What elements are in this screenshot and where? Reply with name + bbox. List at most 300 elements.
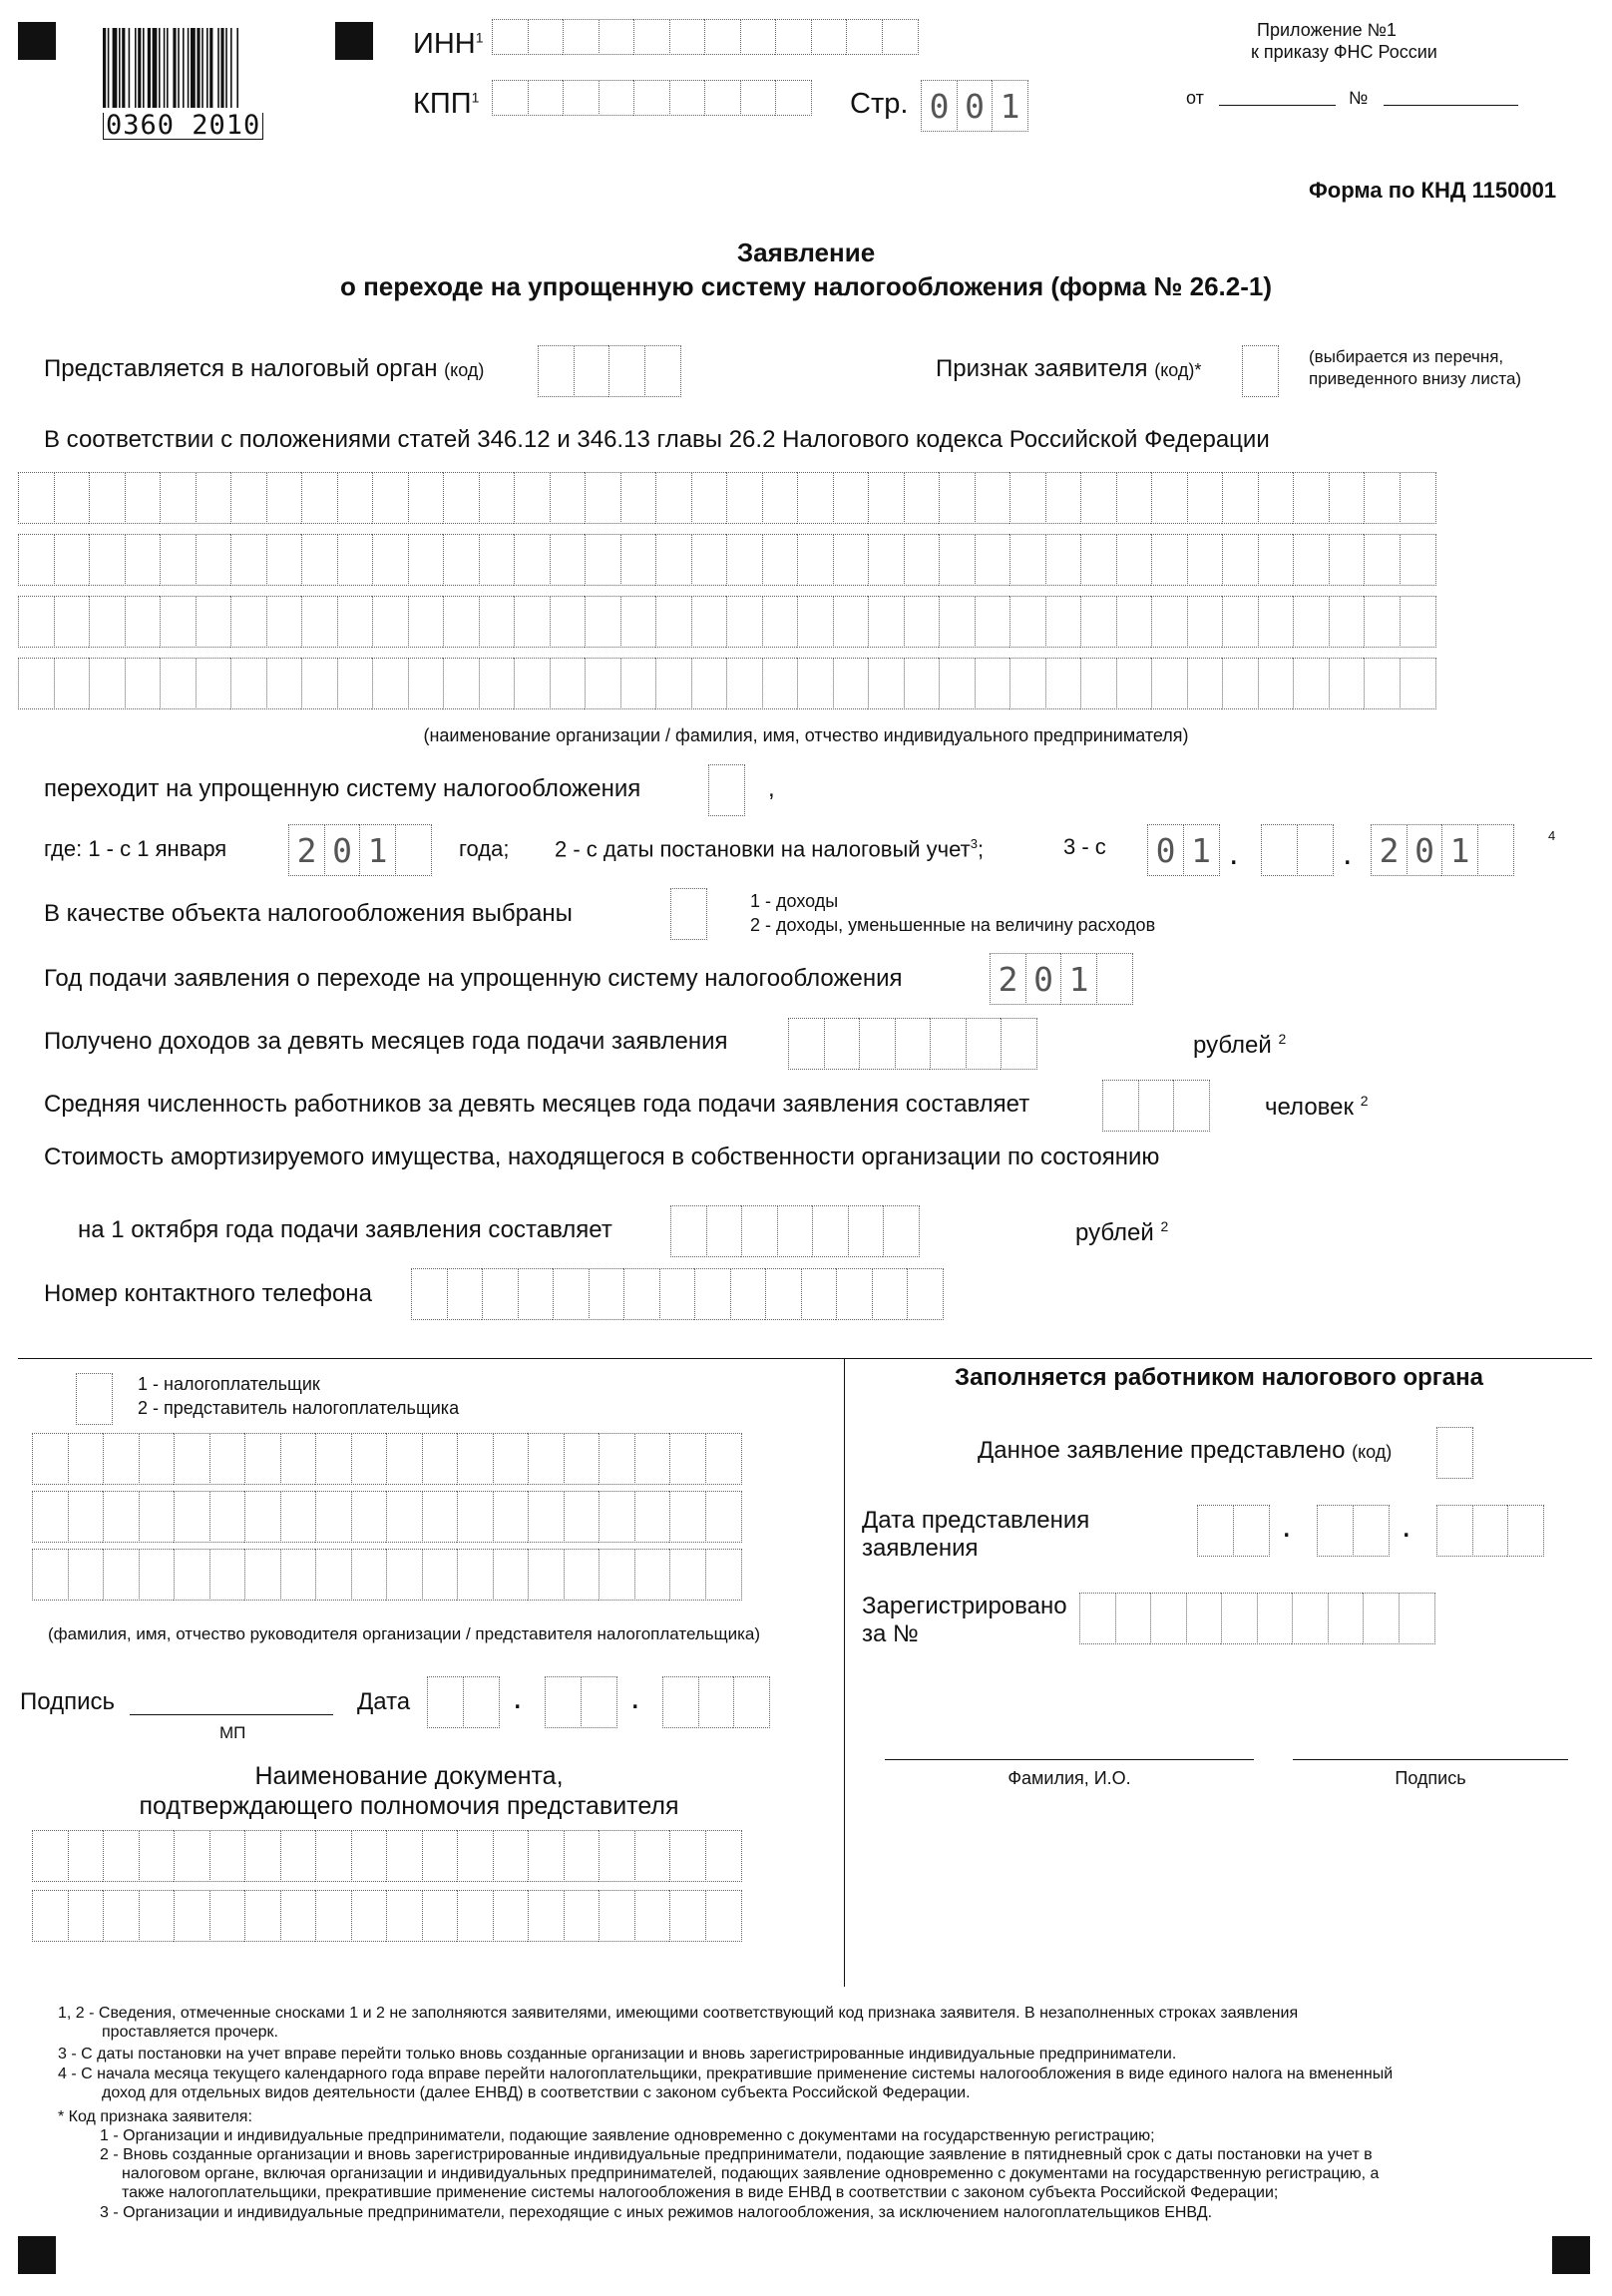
organization-name-row-3-cell[interactable]	[408, 596, 445, 648]
transition-date-day-cell[interactable]: 0	[1147, 824, 1184, 876]
income-field-cell[interactable]	[1001, 1018, 1037, 1070]
signer-date-year[interactable]	[662, 1676, 769, 1728]
authority-doc-row-2-cell[interactable]	[280, 1890, 317, 1942]
authority-doc-row-2-cell[interactable]	[209, 1890, 246, 1942]
organization-name-row-4-cell[interactable]	[1080, 658, 1117, 709]
organization-name-row-1-cell[interactable]	[408, 472, 445, 524]
signer-name-row-1-cell[interactable]	[599, 1433, 635, 1485]
organization-name-row-3-cell[interactable]	[1293, 596, 1330, 648]
tax-authority-code-field[interactable]	[538, 345, 679, 397]
signer-name-row-1-cell[interactable]	[32, 1433, 69, 1485]
organization-name-row-2-cell[interactable]	[1080, 534, 1117, 586]
organization-name-row-3-cell[interactable]	[762, 596, 799, 648]
authority-doc-row-2-cell[interactable]	[705, 1890, 742, 1942]
signer-name-row-1-cell[interactable]	[528, 1433, 565, 1485]
transition-year-field-cell[interactable]: 0	[324, 824, 361, 876]
organization-name-row-1-cell[interactable]	[833, 472, 870, 524]
income-field-cell[interactable]	[824, 1018, 861, 1070]
kpp-field[interactable]	[492, 80, 811, 116]
kpp-field-cell[interactable]	[704, 80, 741, 116]
organization-name-row-3-cell[interactable]	[54, 596, 91, 648]
signer-name-row-2-cell[interactable]	[493, 1491, 530, 1543]
organization-name-row-2-cell[interactable]	[1293, 534, 1330, 586]
employees-field-cell[interactable]	[1173, 1080, 1210, 1132]
signer-name-row-1-cell[interactable]	[634, 1433, 671, 1485]
organization-name-row-2-cell[interactable]	[196, 534, 232, 586]
organization-name-row-2-cell[interactable]	[1187, 534, 1224, 586]
organization-name-row-1-cell[interactable]	[550, 472, 587, 524]
signer-date-year-cell[interactable]	[662, 1676, 699, 1728]
organization-name-row-3-cell[interactable]	[160, 596, 197, 648]
signer-name-row-2-cell[interactable]	[103, 1491, 140, 1543]
signer-name-row-2-cell[interactable]	[528, 1491, 565, 1543]
phone-field-cell[interactable]	[447, 1268, 484, 1320]
assets-field-cell[interactable]	[670, 1205, 707, 1257]
signer-name-row-2-cell[interactable]	[244, 1491, 281, 1543]
signer-name-row-3-cell[interactable]	[599, 1549, 635, 1601]
signer-name-row-3-cell[interactable]	[351, 1549, 388, 1601]
authority-doc-row-1-cell[interactable]	[564, 1830, 601, 1882]
signer-name-row-3-cell[interactable]	[669, 1549, 706, 1601]
organization-name-row-2-cell[interactable]	[1329, 534, 1366, 586]
signer-name-row-1-cell[interactable]	[457, 1433, 494, 1485]
signer-name-row-3-cell[interactable]	[705, 1549, 742, 1601]
organization-name-row-3-cell[interactable]	[1329, 596, 1366, 648]
organization-name-row-1-cell[interactable]	[1116, 472, 1153, 524]
organization-name-row-3-cell[interactable]	[939, 596, 976, 648]
organization-name-row-1-cell[interactable]	[797, 472, 834, 524]
authority-doc-row-1-cell[interactable]	[209, 1830, 246, 1882]
organization-name-row-2-cell[interactable]	[301, 534, 338, 586]
employees-field[interactable]	[1102, 1080, 1209, 1132]
signer-name-row-3-cell[interactable]	[68, 1549, 105, 1601]
page-number-field-cell[interactable]: 0	[921, 80, 958, 132]
organization-name-row-2-cell[interactable]	[585, 534, 621, 586]
transition-date-year[interactable]	[1371, 824, 1512, 876]
authority-doc-row-2-cell[interactable]	[315, 1890, 352, 1942]
organization-name-row-3-cell[interactable]	[301, 596, 338, 648]
authority-doc-row-2-cell[interactable]	[634, 1890, 671, 1942]
organization-name-row-3-cell[interactable]	[443, 596, 480, 648]
organization-name-row-1-cell[interactable]	[54, 472, 91, 524]
assets-field-cell[interactable]	[883, 1205, 920, 1257]
signer-name-row-1-cell[interactable]	[315, 1433, 352, 1485]
signer-name-row-1-cell[interactable]	[209, 1433, 246, 1485]
organization-name-row-1-cell[interactable]	[230, 472, 267, 524]
organization-name-row-2-cell[interactable]	[620, 534, 657, 586]
phone-field-cell[interactable]	[623, 1268, 660, 1320]
organization-name-row-3-cell[interactable]	[1258, 596, 1295, 648]
office-date-day[interactable]	[1197, 1505, 1268, 1557]
signer-name-row-3-cell[interactable]	[280, 1549, 317, 1601]
office-date-day-cell[interactable]	[1233, 1505, 1270, 1557]
phone-field-cell[interactable]	[730, 1268, 767, 1320]
signer-name-row-3-cell[interactable]	[493, 1549, 530, 1601]
organization-name-row-2-cell[interactable]	[125, 534, 162, 586]
income-field-cell[interactable]	[930, 1018, 967, 1070]
organization-name-row-3-cell[interactable]	[868, 596, 905, 648]
signer-name-row-3-cell[interactable]	[244, 1549, 281, 1601]
tax-authority-code-field-cell[interactable]	[574, 345, 610, 397]
office-submitted-code-field[interactable]	[1436, 1427, 1472, 1479]
signer-date-year-cell[interactable]	[733, 1676, 770, 1728]
office-fio-line[interactable]	[885, 1759, 1254, 1760]
office-registered-number-field-cell[interactable]	[1399, 1593, 1435, 1644]
signer-name-row-3-cell[interactable]	[315, 1549, 352, 1601]
object-option-field-cell[interactable]	[670, 888, 707, 940]
organization-name-row-4-cell[interactable]	[1045, 658, 1082, 709]
phone-field-cell[interactable]	[836, 1268, 873, 1320]
organization-name-row-2-cell[interactable]	[1364, 534, 1401, 586]
authority-doc-row-2-cell[interactable]	[139, 1890, 176, 1942]
organization-name-row-1-cell[interactable]	[479, 472, 516, 524]
authority-doc-row-1-cell[interactable]	[599, 1830, 635, 1882]
filing-year-field-cell[interactable]: 2	[990, 953, 1026, 1005]
authority-doc-row-2-cell[interactable]	[68, 1890, 105, 1942]
organization-name-row-2-cell[interactable]	[868, 534, 905, 586]
organization-name-row-2-cell[interactable]	[550, 534, 587, 586]
organization-name-row-1-cell[interactable]	[868, 472, 905, 524]
signer-name-row-1-cell[interactable]	[422, 1433, 459, 1485]
organization-name-row-4-cell[interactable]	[585, 658, 621, 709]
organization-name-row-3-cell[interactable]	[655, 596, 692, 648]
organization-name-row-1-cell[interactable]	[904, 472, 941, 524]
phone-field-cell[interactable]	[765, 1268, 802, 1320]
signer-name-row-1-cell[interactable]	[174, 1433, 210, 1485]
organization-name-row-3-cell[interactable]	[1364, 596, 1401, 648]
signer-name-row-1[interactable]	[32, 1433, 740, 1485]
authority-doc-row-2-cell[interactable]	[528, 1890, 565, 1942]
inn-field-cell[interactable]	[528, 19, 565, 55]
organization-name-row-1-cell[interactable]	[1045, 472, 1082, 524]
signer-name-row-3-cell[interactable]	[103, 1549, 140, 1601]
organization-name-row-2-cell[interactable]	[939, 534, 976, 586]
organization-name-row-4-cell[interactable]	[620, 658, 657, 709]
organization-name-row-1-cell[interactable]	[443, 472, 480, 524]
inn-field-cell[interactable]	[492, 19, 529, 55]
office-registered-number-field-cell[interactable]	[1186, 1593, 1223, 1644]
authority-doc-row-2-cell[interactable]	[244, 1890, 281, 1942]
organization-name-row-4-cell[interactable]	[18, 658, 55, 709]
signer-name-row-1-cell[interactable]	[103, 1433, 140, 1485]
filing-year-field[interactable]	[990, 953, 1131, 1005]
signer-name-row-2-cell[interactable]	[599, 1491, 635, 1543]
authority-doc-row-2-cell[interactable]	[422, 1890, 459, 1942]
organization-name-row-4-cell[interactable]	[904, 658, 941, 709]
transition-date-year-cell[interactable]	[1477, 824, 1514, 876]
organization-name-row-1-cell[interactable]	[655, 472, 692, 524]
signer-name-row-3-cell[interactable]	[209, 1549, 246, 1601]
authority-doc-row-1-cell[interactable]	[669, 1830, 706, 1882]
organization-name-row-4-cell[interactable]	[975, 658, 1011, 709]
organization-name-row-1-cell[interactable]	[1151, 472, 1188, 524]
tax-authority-code-field-cell[interactable]	[538, 345, 575, 397]
income-field[interactable]	[788, 1018, 1036, 1070]
organization-name-row-4-cell[interactable]	[726, 658, 763, 709]
organization-name-row-1-cell[interactable]	[726, 472, 763, 524]
organization-name-row-4-cell[interactable]	[797, 658, 834, 709]
organization-name-row-1-cell[interactable]	[620, 472, 657, 524]
organization-name-row-3-cell[interactable]	[514, 596, 551, 648]
page-number-field-cell[interactable]: 1	[992, 80, 1028, 132]
organization-name-row-3-cell[interactable]	[833, 596, 870, 648]
authority-doc-row-2-cell[interactable]	[103, 1890, 140, 1942]
assets-field-cell[interactable]	[777, 1205, 814, 1257]
income-field-cell[interactable]	[966, 1018, 1003, 1070]
organization-name-row-3[interactable]	[18, 596, 1434, 648]
assets-field[interactable]	[670, 1205, 919, 1257]
tax-authority-code-field-cell[interactable]	[608, 345, 645, 397]
office-registered-number-field-cell[interactable]	[1115, 1593, 1152, 1644]
income-field-cell[interactable]	[788, 1018, 825, 1070]
organization-name-row-3-cell[interactable]	[585, 596, 621, 648]
authority-doc-row-1-cell[interactable]	[139, 1830, 176, 1882]
phone-field-cell[interactable]	[907, 1268, 944, 1320]
kpp-field-cell[interactable]	[740, 80, 777, 116]
transition-option-field[interactable]	[708, 764, 744, 816]
organization-name-row-2-cell[interactable]	[160, 534, 197, 586]
organization-name-row-1-cell[interactable]	[939, 472, 976, 524]
organization-name-row-1-cell[interactable]	[1400, 472, 1436, 524]
organization-name-row-3-cell[interactable]	[479, 596, 516, 648]
organization-name-row-3-cell[interactable]	[975, 596, 1011, 648]
organization-name-row-4-cell[interactable]	[1009, 658, 1046, 709]
transition-date-year-cell[interactable]: 0	[1407, 824, 1443, 876]
inn-field-cell[interactable]	[740, 19, 777, 55]
organization-name-row-4-cell[interactable]	[1400, 658, 1436, 709]
organization-name-row-2-cell[interactable]	[479, 534, 516, 586]
signer-name-row-2-cell[interactable]	[457, 1491, 494, 1543]
office-registered-number-field[interactable]	[1079, 1593, 1433, 1644]
organization-name-row-4-cell[interactable]	[408, 658, 445, 709]
signer-name-row-2-cell[interactable]	[669, 1491, 706, 1543]
organization-name-row-3-cell[interactable]	[620, 596, 657, 648]
organization-name-row-1-cell[interactable]	[691, 472, 728, 524]
inn-field-cell[interactable]	[599, 19, 635, 55]
organization-name-row-1-cell[interactable]	[337, 472, 374, 524]
signer-name-row-2-cell[interactable]	[422, 1491, 459, 1543]
office-registered-number-field-cell[interactable]	[1221, 1593, 1258, 1644]
office-date-year-cell[interactable]	[1507, 1505, 1544, 1557]
transition-date-day-cell[interactable]: 1	[1183, 824, 1220, 876]
organization-name-row-3-cell[interactable]	[1151, 596, 1188, 648]
organization-name-row-4-cell[interactable]	[1116, 658, 1153, 709]
organization-name-row-4-cell[interactable]	[514, 658, 551, 709]
authority-doc-row-1-cell[interactable]	[457, 1830, 494, 1882]
signer-name-row-3-cell[interactable]	[528, 1549, 565, 1601]
signer-name-row-3-cell[interactable]	[139, 1549, 176, 1601]
organization-name-row-3-cell[interactable]	[18, 596, 55, 648]
assets-field-cell[interactable]	[741, 1205, 778, 1257]
organization-name-row-3-cell[interactable]	[797, 596, 834, 648]
phone-field-cell[interactable]	[411, 1268, 448, 1320]
signer-name-row-2-cell[interactable]	[139, 1491, 176, 1543]
organization-name-row-1-cell[interactable]	[1009, 472, 1046, 524]
organization-name-row-2-cell[interactable]	[230, 534, 267, 586]
signer-name-row-2-cell[interactable]	[564, 1491, 601, 1543]
income-field-cell[interactable]	[859, 1018, 896, 1070]
organization-name-row-4-cell[interactable]	[1329, 658, 1366, 709]
organization-name-row-3-cell[interactable]	[1045, 596, 1082, 648]
signer-name-row-2-cell[interactable]	[32, 1491, 69, 1543]
organization-name-row-2-cell[interactable]	[1116, 534, 1153, 586]
organization-name-row-3-cell[interactable]	[1116, 596, 1153, 648]
organization-name-row-2-cell[interactable]	[54, 534, 91, 586]
signer-date-day-cell[interactable]	[427, 1676, 464, 1728]
organization-name-row-1-cell[interactable]	[975, 472, 1011, 524]
organization-name-row-2-cell[interactable]	[1045, 534, 1082, 586]
assets-field-cell[interactable]	[848, 1205, 885, 1257]
organization-name-row-1[interactable]	[18, 472, 1434, 524]
employees-field-cell[interactable]	[1102, 1080, 1139, 1132]
organization-name-row-2-cell[interactable]	[797, 534, 834, 586]
organization-name-row-2-cell[interactable]	[655, 534, 692, 586]
organization-name-row-4-cell[interactable]	[868, 658, 905, 709]
organization-name-row-4-cell[interactable]	[691, 658, 728, 709]
kpp-field-cell[interactable]	[563, 80, 600, 116]
organization-name-row-2[interactable]	[18, 534, 1434, 586]
page-number-field[interactable]	[921, 80, 1027, 132]
organization-name-row-4-cell[interactable]	[550, 658, 587, 709]
authority-doc-row-1-cell[interactable]	[280, 1830, 317, 1882]
inn-field-cell[interactable]	[811, 19, 848, 55]
organization-name-row-4-cell[interactable]	[1222, 658, 1259, 709]
signer-name-row-3-cell[interactable]	[32, 1549, 69, 1601]
authority-doc-row-2-cell[interactable]	[669, 1890, 706, 1942]
organization-name-row-2-cell[interactable]	[1009, 534, 1046, 586]
employees-field-cell[interactable]	[1138, 1080, 1175, 1132]
organization-name-row-4-cell[interactable]	[196, 658, 232, 709]
organization-name-row-3-cell[interactable]	[726, 596, 763, 648]
organization-name-row-2-cell[interactable]	[691, 534, 728, 586]
organization-name-row-1-cell[interactable]	[1258, 472, 1295, 524]
signer-name-row-1-cell[interactable]	[351, 1433, 388, 1485]
signer-date-year-cell[interactable]	[698, 1676, 735, 1728]
inn-field[interactable]	[492, 19, 917, 55]
organization-name-row-3-cell[interactable]	[230, 596, 267, 648]
signer-date-month-cell[interactable]	[545, 1676, 582, 1728]
transition-date-year-cell[interactable]: 2	[1371, 824, 1408, 876]
organization-name-row-3-cell[interactable]	[125, 596, 162, 648]
phone-field[interactable]	[411, 1268, 943, 1320]
inn-field-cell[interactable]	[704, 19, 741, 55]
authority-doc-row-1[interactable]	[32, 1830, 740, 1882]
inn-field-cell[interactable]	[633, 19, 670, 55]
organization-name-row-4-cell[interactable]	[939, 658, 976, 709]
phone-field-cell[interactable]	[482, 1268, 519, 1320]
signer-name-row-2-cell[interactable]	[705, 1491, 742, 1543]
kpp-field-cell[interactable]	[669, 80, 706, 116]
signer-date-day-cell[interactable]	[463, 1676, 500, 1728]
signer-type-field[interactable]	[76, 1373, 112, 1425]
signature-line[interactable]	[130, 1714, 333, 1715]
signer-date-day[interactable]	[427, 1676, 498, 1728]
organization-name-row-4-cell[interactable]	[266, 658, 303, 709]
transition-date-year-cell[interactable]: 1	[1441, 824, 1478, 876]
signer-name-row-2[interactable]	[32, 1491, 740, 1543]
organization-name-row-1-cell[interactable]	[372, 472, 409, 524]
organization-name-row-2-cell[interactable]	[337, 534, 374, 586]
organization-name-row-4-cell[interactable]	[443, 658, 480, 709]
signer-name-row-2-cell[interactable]	[280, 1491, 317, 1543]
organization-name-row-4-cell[interactable]	[301, 658, 338, 709]
office-registered-number-field-cell[interactable]	[1150, 1593, 1187, 1644]
authority-doc-row-1-cell[interactable]	[174, 1830, 210, 1882]
phone-field-cell[interactable]	[659, 1268, 696, 1320]
authority-doc-row-2-cell[interactable]	[32, 1890, 69, 1942]
organization-name-row-3-cell[interactable]	[550, 596, 587, 648]
authority-doc-row-2-cell[interactable]	[174, 1890, 210, 1942]
transition-date-month-cell[interactable]	[1261, 824, 1298, 876]
signer-date-month-cell[interactable]	[581, 1676, 617, 1728]
phone-field-cell[interactable]	[518, 1268, 555, 1320]
organization-name-row-2-cell[interactable]	[443, 534, 480, 586]
authority-doc-row-1-cell[interactable]	[68, 1830, 105, 1882]
authority-doc-row-2-cell[interactable]	[457, 1890, 494, 1942]
authority-doc-row-1-cell[interactable]	[315, 1830, 352, 1882]
signer-name-row-2-cell[interactable]	[386, 1491, 423, 1543]
organization-name-row-4-cell[interactable]	[762, 658, 799, 709]
transition-date-month[interactable]	[1261, 824, 1332, 876]
transition-year-field-cell[interactable]	[395, 824, 432, 876]
organization-name-row-2-cell[interactable]	[1222, 534, 1259, 586]
signer-name-row-2-cell[interactable]	[315, 1491, 352, 1543]
organization-name-row-1-cell[interactable]	[18, 472, 55, 524]
authority-doc-row-2[interactable]	[32, 1890, 740, 1942]
organization-name-row-2-cell[interactable]	[1258, 534, 1295, 586]
organization-name-row-2-cell[interactable]	[266, 534, 303, 586]
signer-name-row-1-cell[interactable]	[386, 1433, 423, 1485]
transition-year-field[interactable]	[288, 824, 430, 876]
organization-name-row-1-cell[interactable]	[266, 472, 303, 524]
office-registered-number-field-cell[interactable]	[1363, 1593, 1400, 1644]
organization-name-row-2-cell[interactable]	[726, 534, 763, 586]
signer-name-row-1-cell[interactable]	[244, 1433, 281, 1485]
organization-name-row-3-cell[interactable]	[1187, 596, 1224, 648]
organization-name-row-4-cell[interactable]	[89, 658, 126, 709]
authority-doc-row-1-cell[interactable]	[351, 1830, 388, 1882]
organization-name-row-1-cell[interactable]	[1329, 472, 1366, 524]
kpp-field-cell[interactable]	[775, 80, 812, 116]
authority-doc-row-2-cell[interactable]	[599, 1890, 635, 1942]
authority-doc-row-1-cell[interactable]	[32, 1830, 69, 1882]
office-registered-number-field-cell[interactable]	[1257, 1593, 1294, 1644]
object-option-field[interactable]	[670, 888, 706, 940]
organization-name-row-1-cell[interactable]	[1080, 472, 1117, 524]
transition-date-day[interactable]	[1147, 824, 1218, 876]
signer-name-row-2-cell[interactable]	[174, 1491, 210, 1543]
organization-name-row-3-cell[interactable]	[1400, 596, 1436, 648]
phone-field-cell[interactable]	[801, 1268, 838, 1320]
signer-name-row-2-cell[interactable]	[634, 1491, 671, 1543]
signer-name-row-2-cell[interactable]	[351, 1491, 388, 1543]
phone-field-cell[interactable]	[694, 1268, 731, 1320]
organization-name-row-4-cell[interactable]	[1364, 658, 1401, 709]
organization-name-row-2-cell[interactable]	[372, 534, 409, 586]
organization-name-row-3-cell[interactable]	[196, 596, 232, 648]
office-date-month[interactable]	[1317, 1505, 1388, 1557]
signer-name-row-3-cell[interactable]	[174, 1549, 210, 1601]
inn-field-cell[interactable]	[669, 19, 706, 55]
transition-year-field-cell[interactable]: 2	[288, 824, 325, 876]
organization-name-row-2-cell[interactable]	[408, 534, 445, 586]
signer-name-row-2-cell[interactable]	[68, 1491, 105, 1543]
phone-field-cell[interactable]	[589, 1268, 625, 1320]
tax-authority-code-field-cell[interactable]	[644, 345, 681, 397]
organization-name-row-1-cell[interactable]	[1222, 472, 1259, 524]
organization-name-row-1-cell[interactable]	[125, 472, 162, 524]
applicant-sign-code-field[interactable]	[1242, 345, 1278, 397]
